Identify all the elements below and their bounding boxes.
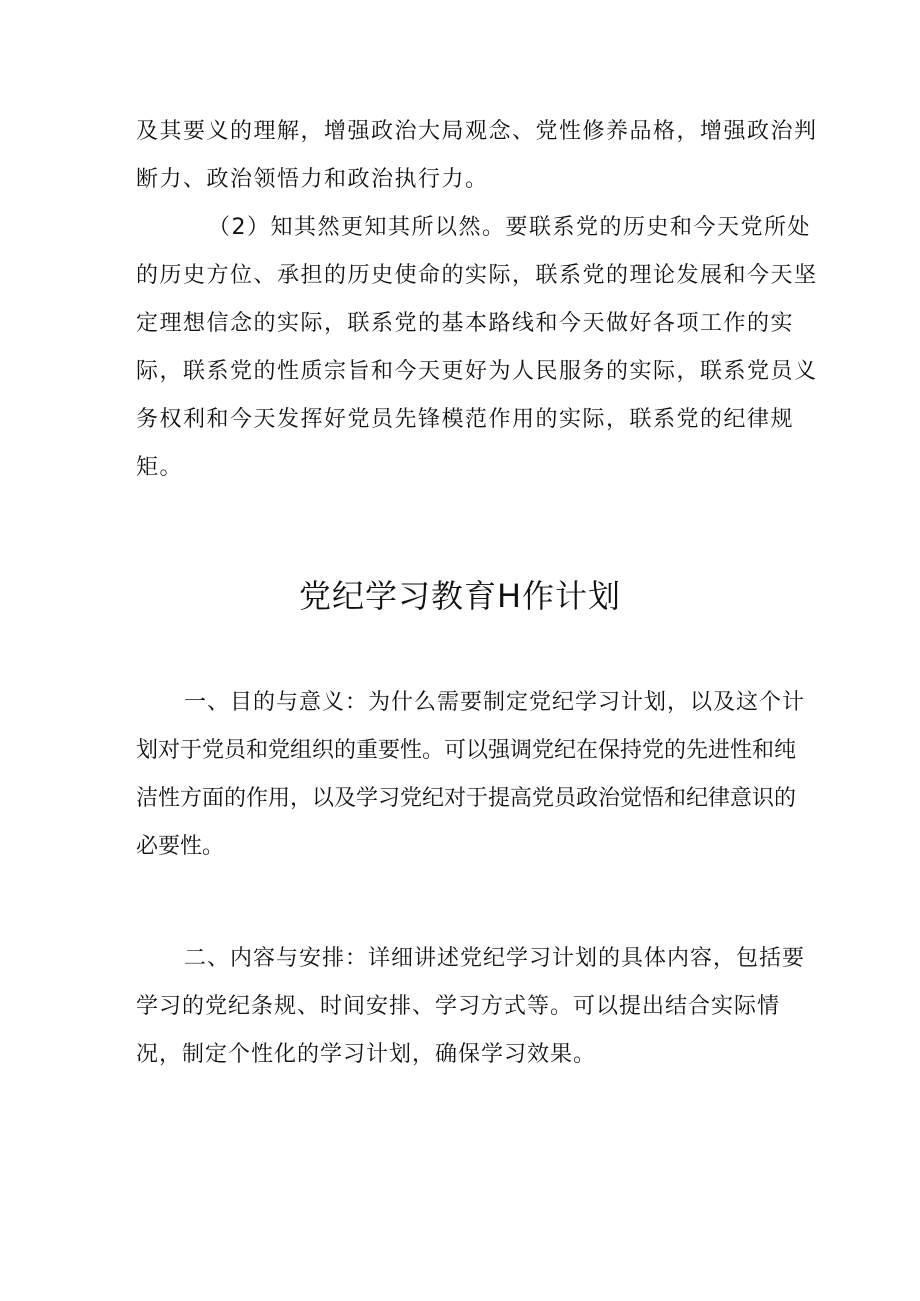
continuation-line-1: 及其要义的理解，增强政治大局观念、党性修养品格，增强政治判 bbox=[136, 119, 818, 144]
point2-line-2: 的历史方位、承担的历史使命的实际，联系党的理论发展和今天坚 bbox=[136, 263, 818, 288]
point2-line-6: 矩。 bbox=[136, 455, 184, 480]
page-title: 党纪学习教育H作计划 bbox=[298, 577, 622, 615]
point2-line-4: 际，联系党的性质宗旨和今天更好为人民服务的实际，联系党员义 bbox=[136, 359, 818, 384]
point2-line-3: 定理想信念的实际，联系党的基本路线和今天做好各项工作的实 bbox=[136, 311, 795, 336]
section2-line-1: 二、内容与安排：详细讲述党纪学习计划的具体内容，包括要 bbox=[184, 946, 806, 971]
continuation-line-2: 断力、政治领悟力和政治执行力。 bbox=[136, 167, 489, 192]
section2-line-2: 学习的党纪条规、时间安排、学习方式等。可以提出结合实际情 bbox=[136, 994, 781, 1019]
section2-line-3: 况，制定个性化的学习计划，确保学习效果。 bbox=[136, 1042, 597, 1067]
section1-line-4: 必要性。 bbox=[136, 834, 225, 859]
section1-line-2: 划对于党员和党组织的重要性。可以强调党纪在保持党的先进性和纯 bbox=[136, 738, 797, 763]
point2-line-1: （2）知其然更知其所以然。要联系党的历史和今天党所处 bbox=[208, 215, 811, 240]
point2-line-5: 务权利和今天发挥好党员先锋模范作用的实际，联系党的纪律规 bbox=[136, 407, 795, 432]
section1-line-1: 一、目的与意义：为什么需要制定党纪学习计划，以及这个计 bbox=[184, 690, 806, 715]
section1-line-3: 洁性方面的作用，以及学习党纪对于提高党员政治觉悟和纪律意识的 bbox=[136, 786, 797, 811]
